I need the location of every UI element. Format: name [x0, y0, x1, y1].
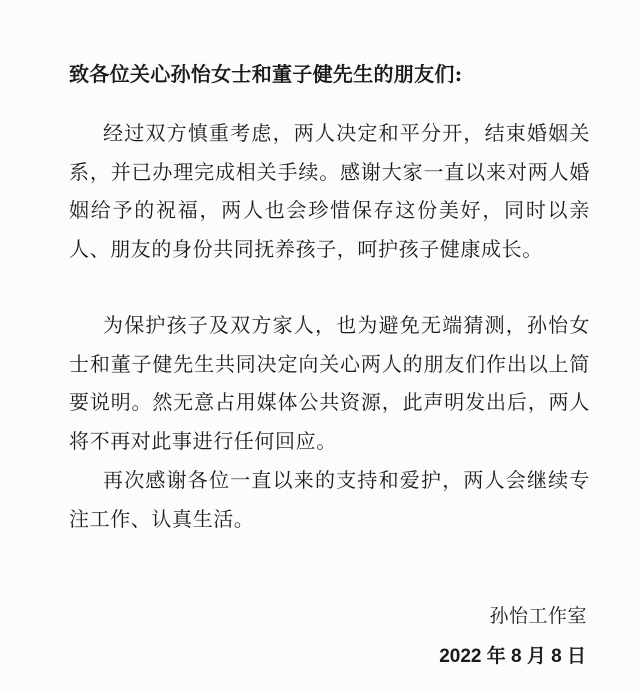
paragraph-thanks: 再次感谢各位一直以来的支持和爱护，两人会继续专注工作、认真生活。 [69, 468, 590, 531]
statement-date: 2022 年 8 月 8 日 [439, 646, 586, 667]
signature: 孙怡工作室 [489, 605, 587, 627]
paragraph-privacy-notice: 为保护孩子及双方家人，也为避免无端猜测，孙怡女士和董子健先生共同决定向关心两人的朋友们作出以上简要说明。然无意占用媒体公共资源，此声明发出后，两人将不再对此事进行任何回应。 [69, 313, 590, 453]
salutation: 致各位关心孙怡女士和董子健先生的朋友们: [69, 62, 463, 86]
paragraph-divorce-announcement: 经过双方慎重考虑，两人决定和平分开，结束婚姻关系，并已办理完成相关手续。感谢大家一直以来对两人婚姻给予的祝福，两人也会珍惜保存这份美好，同时以亲人、朋友的身份共同抚养孩子，呵护孩子健康成长。 [69, 121, 590, 261]
